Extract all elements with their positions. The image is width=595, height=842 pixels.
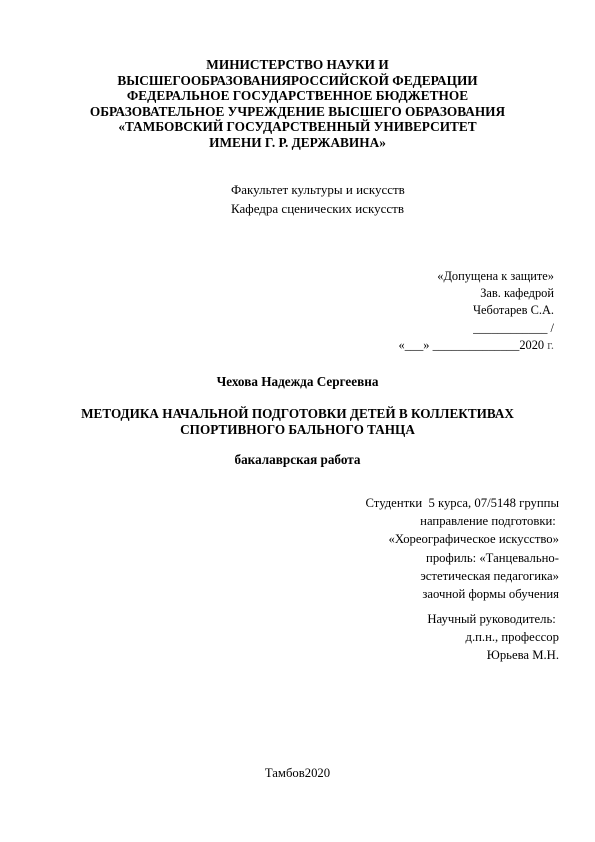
approval-year-suffix: г. [544, 337, 554, 352]
supervisor-info-line: д.п.н., профессор [465, 630, 559, 645]
student-info [259, 494, 559, 603]
approval-role: Зав. кафедрой [480, 286, 554, 301]
student-info-line: эстетическая педагогика» [420, 568, 559, 583]
header-line: «ТАМБОВСКИЙ ГОСУДАРСТВЕННЫЙ УНИВЕРСИТЕТ [118, 119, 477, 134]
header-line: ОБРАЗОВАТЕЛЬНОЕ УЧРЕЖДЕНИЕ ВЫСШЕГО ОБРАЗОВАНИЯ [89, 103, 506, 119]
supervisor-info-line: Юрьева М.Н. [486, 648, 559, 663]
supervisor-info-line: Научный руководитель: [427, 612, 559, 626]
student-info-line: направление подготовки: [420, 514, 559, 529]
header-line: ФЕДЕРАЛЬНОЕ ГОСУДАРСТВЕННОЕ БЮДЖЕТНОЕ [126, 88, 469, 103]
thesis-title-line: МЕТОДИКА НАЧАЛЬНОЙ ПОДГОТОВКИ ДЕТЕЙ В КОЛЛЕКТИВАХ [81, 406, 514, 421]
student-info-line: «Хореографическое искусство» [388, 532, 559, 547]
supervisor-info [259, 610, 559, 665]
ministry-header [60, 57, 535, 150]
student-info-line: Студентки 5 курса, 07/5148 группы [365, 496, 559, 510]
header-line: ВЫСШЕГООБРАЗОВАНИЯРОССИЙСКОЙ ФЕДЕРАЦИИ [117, 72, 478, 88]
approval-signature-line: ____________ / [473, 320, 554, 335]
approval-heading: «Допущена к защите» [437, 269, 554, 283]
faculty-name: Факультет культуры и искусств [231, 182, 405, 197]
chair-name: Кафедра сценических искусств [231, 201, 404, 216]
approval-date: «___» ______________2020 [398, 337, 545, 352]
approval-block [294, 268, 554, 354]
thesis-title-line: СПОРТИВНОГО БАЛЬНОГО ТАНЦА [180, 422, 415, 437]
approval-head-name: Чеботарев С.А. [472, 303, 554, 318]
work-type: бакалаврская работа [234, 452, 361, 467]
header-line: ИМЕНИ Г. Р. ДЕРЖАВИНА» [209, 134, 386, 150]
student-info-line: заочной формы обучения [422, 587, 559, 602]
approval-date-line [294, 337, 554, 354]
student-info-line: профиль: «Танцевально- [426, 550, 559, 565]
header-line: МИНИСТЕРСТВО НАУКИ И [206, 57, 389, 72]
city-year: Тамбов2020 [264, 766, 331, 780]
department-block [231, 180, 405, 218]
author-name: Чехова Надежда Сергеевна [216, 374, 379, 389]
thesis-title [40, 406, 555, 438]
